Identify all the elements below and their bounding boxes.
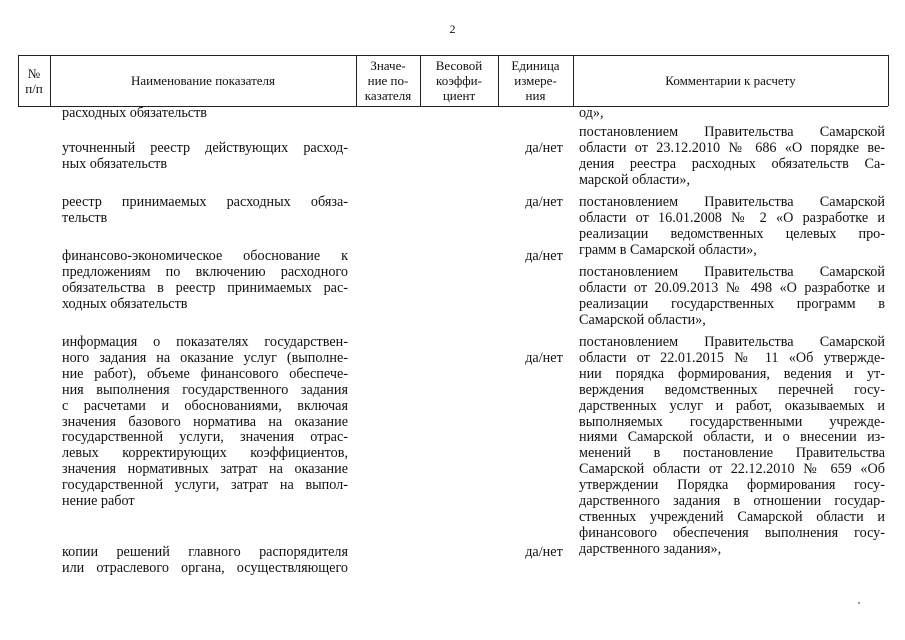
row-2-name: реестр принимаемых расходных обяза- тельств	[62, 194, 348, 226]
row-4-comment: постановлением Правительства Самарской области от 22.01.2015 № 11 «Об утвержде- нии порядка формирования, ведения и ут- верждения ведомственных перечней госу- дарственных услуг и работ, оказываемых и выполняемых государственными учрежде- ниями Самарской области, и о внесении из- менений в постановление Правительства Самарской области от 22.12.2010 № 659 «Об утверждении Порядка формирования госу- дарственного задания в отношении государ- ственных учреждений Самарской области и финансового обеспечения выполнения госу- дарственного задания»,	[579, 334, 885, 557]
row-3-comment: постановлением Правительства Самарской области от 20.09.2013 № 498 «О разработке и реализации государственных программ в Самарской области»,	[579, 264, 885, 328]
header-name: Наименование показателя	[130, 73, 276, 88]
header-num: № п/п	[25, 65, 43, 96]
row-1-name: уточненный реестр действующих расход- ных обязательств	[62, 140, 348, 172]
row-2-unit: да/нет	[525, 194, 563, 210]
row-3-name: финансово-экономическое обоснование к предложениям по включению расходного обязательства в реестр принимаемых рас- ходных обязательств	[62, 248, 348, 312]
header-weight: Весовой коэффи- циент	[435, 58, 483, 103]
header-border-right	[888, 55, 889, 106]
row-0-comment: од»,	[579, 105, 604, 121]
row-4-unit: да/нет	[525, 350, 563, 366]
row-5-name: копии решений главного распорядителя или отраслевого органа, осуществляющего	[62, 544, 348, 576]
row-1-comment: постановлением Правительства Самарской области от 23.12.2010 № 686 «О порядке ве- дения реестра расходных обязательств Са- марской области»,	[579, 124, 885, 188]
row-0-name: расходных обязательств	[62, 105, 207, 121]
row-2-comment: постановлением Правительства Самарской области от 16.01.2008 № 2 «О разработке и реализации ведомственных целевых про- грамм в Самарской области»,	[579, 194, 885, 258]
row-5-unit: да/нет	[525, 544, 563, 560]
page-number: 2	[449, 22, 456, 36]
header-value: Значе- ние по- казателя	[364, 58, 412, 103]
row-3-unit: да/нет	[525, 248, 563, 264]
header-comments: Комментарии к расчету	[665, 73, 796, 88]
header-unit: Единица измере- ния	[511, 58, 560, 103]
row-1-unit: да/нет	[525, 140, 563, 156]
row-4-name: информация о показателях государствен- ного задания на оказание услуг (выполне- ние работ), объеме финансового обеспече- ния выполнения государственного задания с расчетами и обоснованиями, включая значения базового норматива на оказание государственной услуги, значения отрас- левых корректирующих коэффициентов, значения нормативных затрат на оказание государственной услуги, затрат на выпол- нение работ	[62, 334, 348, 510]
scan-speck	[858, 602, 860, 604]
